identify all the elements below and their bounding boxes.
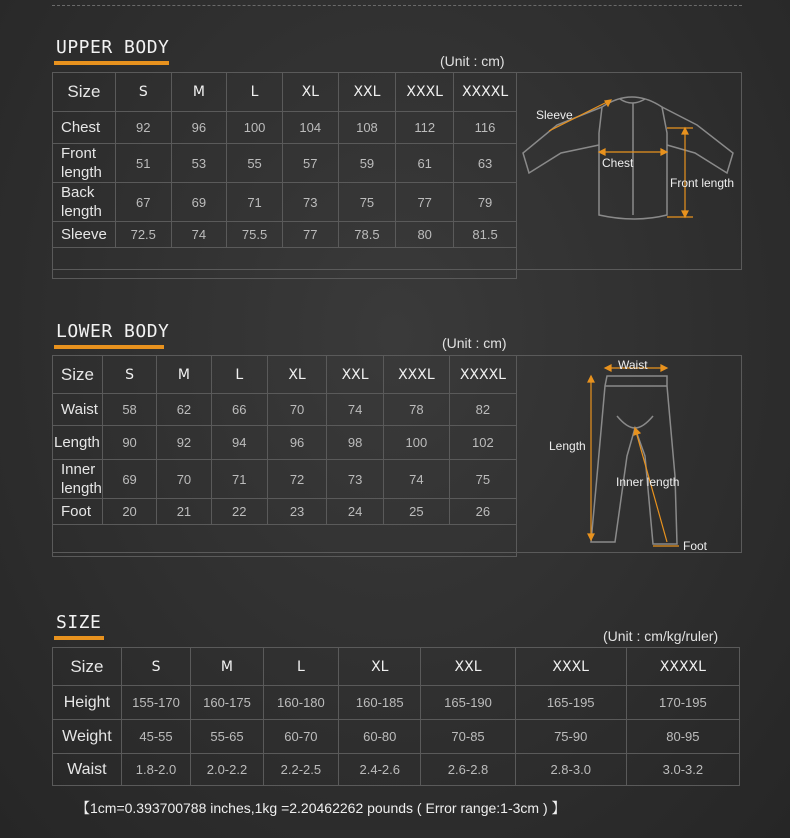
conversion-note: 【1cm=0.393700788 inches,1kg =2.20462262 pounds ( Error range:1-3cm ) 】 [76,800,566,816]
table-cell: 45-55 [121,720,190,754]
table-cell: 104 [282,112,338,144]
row-label: Length [53,426,103,460]
header-cell: XXXXL [449,356,516,394]
upper-body-unit: (Unit : cm) [440,53,505,69]
table-cell: 72 [267,460,326,499]
table-row [53,112,517,144]
table-cell: 73 [282,183,338,222]
header-cell: S [115,73,171,112]
table-row [53,460,517,499]
lower-body-unit: (Unit : cm) [442,335,507,351]
chest-label: Chest [602,156,634,170]
table-cell: 22 [211,499,267,525]
row-label: Inner length [53,460,103,499]
table-cell: 73 [327,460,384,499]
table-cell: 81.5 [454,222,517,248]
table-cell: 24 [327,499,384,525]
header-cell: XXXL [396,73,454,112]
table-cell: 2.8-3.0 [515,754,626,786]
table-cell: 92 [157,426,211,460]
table-cell: 75 [449,460,516,499]
table-cell: 2.2-2.5 [263,754,338,786]
table-row [53,394,517,426]
header-cell: XXL [327,356,384,394]
waist-label: Waist [618,358,648,372]
header-cell: XXL [421,648,515,686]
table-cell: 61 [396,144,454,183]
table-cell: 58 [102,394,156,426]
table-cell: 66 [211,394,267,426]
lower-body-table [52,355,517,557]
table-cell: 75 [338,183,396,222]
header-cell: XXXXL [454,73,517,112]
table-cell: 70-85 [421,720,515,754]
row-label: Waist [53,754,122,786]
table-cell: 160-180 [263,686,338,720]
table-cell: 82 [449,394,516,426]
table-cell: 170-195 [626,686,739,720]
table-cell: 21 [157,499,211,525]
table-cell: 92 [115,112,171,144]
upper-body-table [52,72,517,279]
table-cell: 160-175 [191,686,263,720]
row-label: Waist [53,394,103,426]
table-cell: 74 [171,222,227,248]
table-cell: 2.0-2.2 [191,754,263,786]
jersey-diagram [517,73,739,267]
table-cell: 80-95 [626,720,739,754]
front-length-label: Front length [670,176,735,190]
table-cell: 59 [338,144,396,183]
row-label: Height [53,686,122,720]
table-cell: 100 [227,112,283,144]
table-row [53,144,517,183]
table-cell: 1.8-2.0 [121,754,190,786]
table-cell: 60-80 [339,720,421,754]
header-cell: S [121,648,190,686]
table-cell: 74 [327,394,384,426]
header-cell: XXL [338,73,396,112]
upper-header-row [53,73,517,112]
table-cell: 57 [282,144,338,183]
sleeve-label: Sleeve [536,108,573,122]
table-cell: 98 [327,426,384,460]
table-cell: 96 [267,426,326,460]
row-label: Foot [53,499,103,525]
table-cell: 69 [102,460,156,499]
table-row [53,183,517,222]
table-cell: 79 [454,183,517,222]
table-cell: 71 [211,460,267,499]
table-cell: 75-90 [515,720,626,754]
header-cell: XXXXL [626,648,739,686]
table-row [53,754,740,786]
row-label: Front length [53,144,116,183]
table-cell: 2.4-2.6 [339,754,421,786]
header-cell: Size [53,648,122,686]
size-unit: (Unit : cm/kg/ruler) [603,628,719,644]
table-cell: 53 [171,144,227,183]
header-cell: L [263,648,338,686]
top-divider [52,5,742,6]
table-cell: 165-190 [421,686,515,720]
table-cell: 165-195 [515,686,626,720]
table-row [53,499,517,525]
size-table [52,647,740,786]
row-label: Weight [53,720,122,754]
header-cell: M [157,356,211,394]
table-cell: 70 [267,394,326,426]
table-cell: 116 [454,112,517,144]
header-cell: M [171,73,227,112]
table-cell: 96 [171,112,227,144]
table-cell: 20 [102,499,156,525]
table-cell: 70 [157,460,211,499]
size-header-row [53,648,740,686]
table-cell: 112 [396,112,454,144]
size-title-underline [54,636,104,640]
table-row [53,222,517,248]
table-cell: 77 [282,222,338,248]
header-cell: XXXL [383,356,449,394]
table-row-empty [53,248,517,279]
pants-diagram [517,356,739,550]
header-cell: XL [282,73,338,112]
table-cell: 63 [454,144,517,183]
table-cell: 75.5 [227,222,283,248]
table-cell: 60-70 [263,720,338,754]
table-row [53,686,740,720]
upper-body-title: UPPER BODY [56,37,170,58]
header-cell: S [102,356,156,394]
upper-body-title-underline [54,61,169,65]
table-cell: 100 [383,426,449,460]
table-cell: 62 [157,394,211,426]
table-cell: 71 [227,183,283,222]
table-cell: 3.0-3.2 [626,754,739,786]
empty-cell [53,248,517,279]
table-cell: 80 [396,222,454,248]
table-cell: 74 [383,460,449,499]
table-cell: 94 [211,426,267,460]
table-cell: 90 [102,426,156,460]
table-row [53,720,740,754]
header-cell: Size [53,73,116,112]
table-row [53,426,517,460]
table-cell: 72.5 [115,222,171,248]
foot-label: Foot [683,539,708,553]
row-label: Chest [53,112,116,144]
empty-cell [53,525,517,557]
table-cell: 23 [267,499,326,525]
table-cell: 102 [449,426,516,460]
table-cell: 78 [383,394,449,426]
size-title: SIZE [56,612,102,633]
header-cell: L [211,356,267,394]
row-label: Back length [53,183,116,222]
table-cell: 26 [449,499,516,525]
table-cell: 55 [227,144,283,183]
length-label: Length [549,439,586,453]
lower-header-row [53,356,517,394]
header-cell: Size [53,356,103,394]
table-row-empty [53,525,517,557]
table-cell: 155-170 [121,686,190,720]
header-cell: XXXL [515,648,626,686]
table-cell: 25 [383,499,449,525]
table-cell: 51 [115,144,171,183]
table-cell: 108 [338,112,396,144]
header-cell: XL [339,648,421,686]
table-cell: 55-65 [191,720,263,754]
table-cell: 78.5 [338,222,396,248]
lower-body-title-underline [54,345,164,349]
header-cell: M [191,648,263,686]
lower-body-title: LOWER BODY [56,321,170,342]
row-label: Sleeve [53,222,116,248]
table-cell: 69 [171,183,227,222]
header-cell: L [227,73,283,112]
inner-length-label: Inner length [616,475,680,489]
table-cell: 67 [115,183,171,222]
header-cell: XL [267,356,326,394]
table-cell: 77 [396,183,454,222]
table-cell: 160-185 [339,686,421,720]
table-cell: 2.6-2.8 [421,754,515,786]
